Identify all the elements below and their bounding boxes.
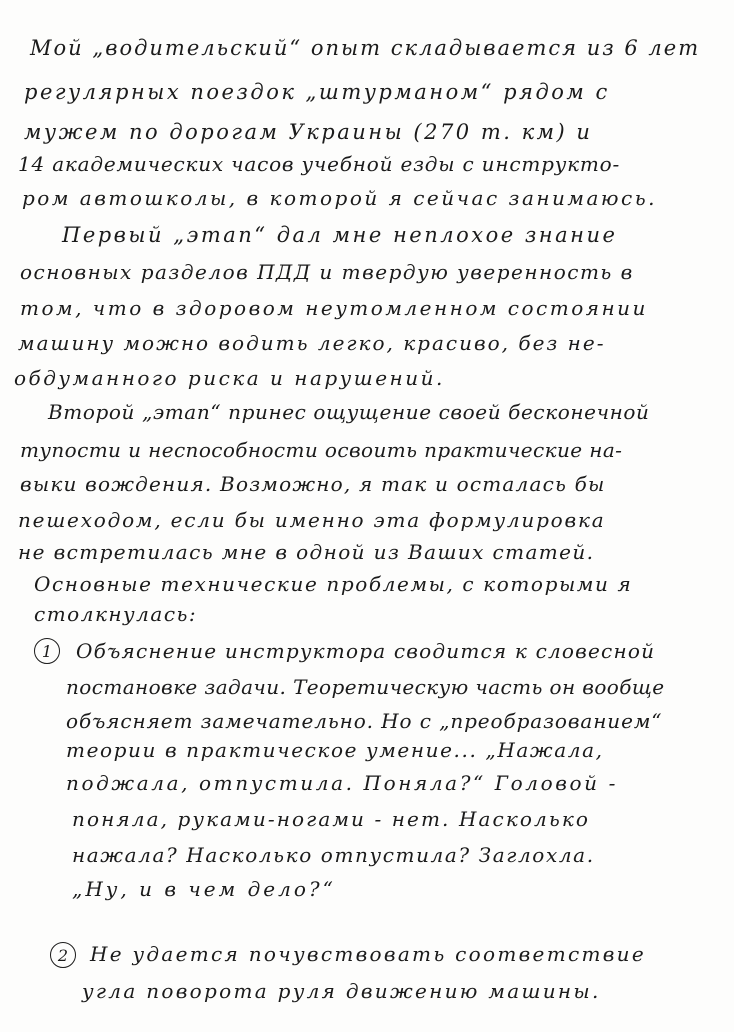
text-line-15: не встретилась мне в одной из Ваших статей. <box>18 540 595 564</box>
text-line-26: Не удается почувствовать соответствие <box>90 942 646 966</box>
list-marker-2: 2 <box>50 942 76 968</box>
text-line-7: основных разделов ПДД и твердую уверенность в <box>20 260 634 284</box>
text-line-13: выки вождения. Возможно, я так и осталась бы <box>20 472 606 496</box>
text-line-23: поняла, руками-ногами - нет. Насколько <box>72 807 591 831</box>
text-line-9: машину можно водить легко, красиво, без не- <box>18 331 606 355</box>
text-line-14: пешеходом, если бы именно эта формулировка <box>18 508 606 532</box>
text-line-3: мужем по дорогам Украины (270 т. км) и <box>24 120 593 144</box>
text-line-10: обдуманного риска и нарушений. <box>14 366 445 390</box>
text-line-19: постановке задачи. Теоретическую часть он вообще <box>66 675 665 699</box>
text-line-8: том, что в здоровом неутомленном состоянии <box>20 296 648 320</box>
text-line-25: „Ну, и в чем дело?“ <box>72 877 336 901</box>
text-line-17: столкнулась: <box>34 602 198 626</box>
text-line-21: теории в практическое умение... „Нажала, <box>66 738 604 762</box>
list-marker-1: 1 <box>34 638 60 664</box>
text-line-6: Первый „этап“ дал мне неплохое знание <box>62 223 618 247</box>
text-line-1: Мой „водительский“ опыт складывается из 6 лет <box>30 36 701 60</box>
text-line-24: нажала? Насколько отпустила? Заглохла. <box>72 843 595 867</box>
text-line-18: Объяснение инструктора сводится к словесной <box>76 639 656 663</box>
text-line-4: 14 академических часов учебной езды с инструкто- <box>18 152 621 176</box>
text-line-2: регулярных поездок „штурманом“ рядом с <box>24 80 610 104</box>
text-line-11: Второй „этап“ принес ощущение своей бесконечной <box>48 400 650 424</box>
text-line-22: поджала, отпустила. Поняла?“ Головой - <box>66 771 618 795</box>
text-line-5: ром автошколы, в которой я сейчас занимаюсь. <box>22 186 657 210</box>
text-line-20: объясняет замечательно. Но с „преобразованием“ <box>66 709 663 733</box>
text-line-16: Основные технические проблемы, с которыми я <box>34 572 633 596</box>
text-line-12: тупости и неспособности освоить практические на- <box>20 438 623 462</box>
text-line-27: угла поворота руля движению машины. <box>82 979 601 1003</box>
